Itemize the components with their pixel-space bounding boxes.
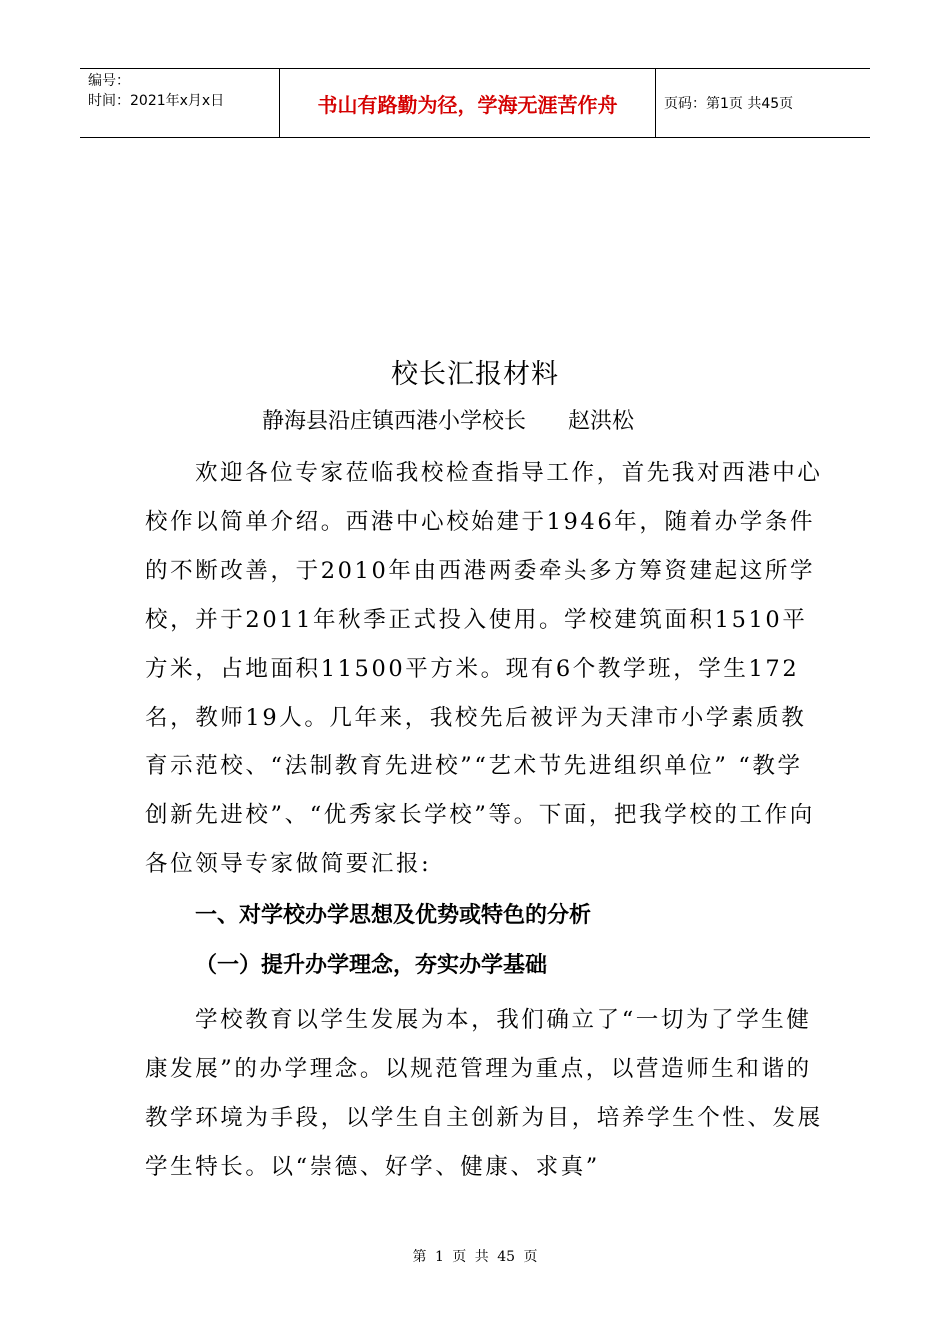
intro-paragraph: 欢迎各位专家莅临我校检查指导工作，首先我对西港中心校作以简单介绍。西港中心校始建于1946年，随着办学条件的不断改善，于2010年由西港两委牵头多方筹资建起这所学校，并于2011年秋季正式投入使用。学校建筑面积1510平方米，占地面积11500平方米。现有6个教学班，学生172名，教师19人。几年来，我校先后被评为天津市小学素质教育示范校、“法制教育先进校”“艺术节先进组织单位” “教学创新先进校”、“优秀家长学校”等。下面，把我学校的工作向各位领导专家做简要汇报: (145, 460, 823, 878)
header-motto: 书山有路勤为径，学海无涯苦作舟 (280, 69, 656, 137)
intro-section (145, 449, 825, 889)
body-paragraph: 学校教育以学生发展为本，我们确立了“一切为了学生健康发展”的办学理念。以规范管理为重点，以营造师生和谐的教学环境为手段，以学生自主创新为目，培养学生个性、发展学生特长。以“崇德、好学、健康、求真” (145, 1007, 823, 1180)
subsection-heading-1: （一）提升办学理念，夯实办学基础 (195, 953, 548, 978)
header-page-code: 页码：第1页 共45页 (664, 96, 794, 112)
page-header (80, 68, 870, 138)
document-title: 校长汇报材料 (391, 359, 559, 390)
section-heading-1: 一、对学校办学思想及优势或特色的分析 (195, 903, 592, 928)
header-meta-cell (80, 69, 280, 137)
document-byline: 静海县沿庄镇西港小学校长 赵洪松 (262, 409, 634, 434)
page-footer: 第 1 页 共 45 页 (412, 1249, 538, 1265)
document-time-label: 时间：2021年x月x日 (88, 93, 225, 109)
section1-body (145, 996, 825, 1192)
document-number-label: 编号： (88, 73, 130, 89)
